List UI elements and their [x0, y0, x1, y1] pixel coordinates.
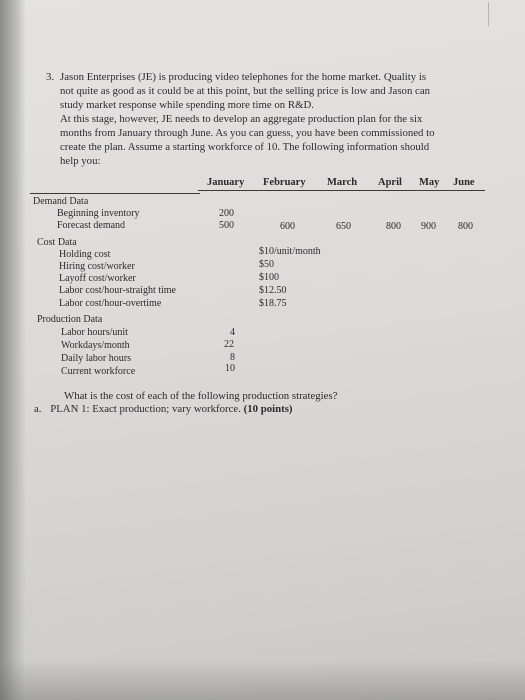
- problem-line-6: create the plan. Assume a starting workforce of 10. The following information should: [60, 141, 430, 153]
- pencil-mark: [488, 2, 489, 26]
- month-april: April: [378, 177, 402, 188]
- header-rule: [198, 190, 485, 191]
- problem-line-3: study market response while spending more time on R&D.: [60, 99, 314, 111]
- section-demand-data: Demand Data: [33, 196, 89, 207]
- forecast-demand-label: Forecast demand: [57, 220, 126, 231]
- straight-time-cost-label: Labor cost/hour-straight time: [59, 285, 176, 296]
- problem-line-5: months from January through June. As you can guess, you have been commissioned to: [60, 127, 435, 139]
- month-january: January: [207, 177, 245, 188]
- straight-time-cost-value: $12.50: [259, 285, 287, 296]
- current-workforce-value: 10: [225, 363, 235, 374]
- holding-cost-value: $10/unit/month: [259, 246, 321, 257]
- hiring-cost-value: $50: [259, 259, 274, 270]
- problem-line-1: Jason Enterprises (JE) is producing video telephones for the home market. Quality is: [60, 71, 427, 83]
- beginning-inventory-value: 200: [219, 208, 234, 219]
- workdays-value: 22: [224, 339, 234, 350]
- forecast-demand-jun: 800: [458, 221, 473, 232]
- month-june: June: [453, 177, 475, 188]
- section-production-data: Production Data: [37, 314, 103, 325]
- daily-hours-label: Daily labor hours: [61, 353, 131, 364]
- labor-hours-value: 4: [230, 327, 235, 338]
- problem-line-4: At this stage, however, JE needs to develop an aggregate production plan for the six: [60, 113, 423, 125]
- part-a-letter: a.: [34, 403, 42, 415]
- section-cost-data: Cost Data: [37, 237, 77, 248]
- page-shadow-left: [0, 0, 26, 700]
- layoff-cost-value: $100: [259, 272, 279, 283]
- page-shadow-bottom: [0, 660, 525, 700]
- holding-cost-label: Holding cost: [59, 249, 111, 260]
- month-march: March: [327, 177, 358, 188]
- part-a-text: PLAN 1: Exact production; vary workforce.: [50, 403, 241, 415]
- month-may: May: [419, 177, 440, 188]
- hiring-cost-label: Hiring cost/worker: [59, 261, 135, 272]
- month-february: February: [263, 177, 306, 188]
- beginning-inventory-label: Beginning inventory: [57, 208, 140, 219]
- layoff-cost-label: Layoff cost/worker: [59, 273, 136, 284]
- forecast-demand-feb: 600: [280, 221, 295, 232]
- problem-line-2: not quite as good as it could be at this point, but the selling price is low and Jason can: [60, 85, 431, 97]
- question-text: What is the cost of each of the following production strategies?: [64, 390, 338, 402]
- daily-hours-value: 8: [230, 352, 235, 363]
- workdays-label: Workdays/month: [61, 340, 130, 351]
- forecast-demand-apr: 800: [386, 221, 401, 232]
- forecast-demand-jan: 500: [219, 220, 234, 231]
- overtime-cost-value: $18.75: [259, 298, 287, 309]
- part-a: [34, 403, 293, 415]
- problem-line-7: help you:: [60, 155, 101, 167]
- part-a-points: (10 points): [243, 403, 293, 415]
- forecast-demand-mar: 650: [336, 221, 351, 232]
- forecast-demand-may: 900: [421, 221, 436, 232]
- table-top-rule: [30, 193, 200, 194]
- overtime-cost-label: Labor cost/hour-overtime: [59, 298, 162, 309]
- problem-number: 3.: [46, 71, 55, 83]
- current-workforce-label: Current workforce: [61, 366, 136, 377]
- labor-hours-label: Labor hours/unit: [61, 327, 128, 338]
